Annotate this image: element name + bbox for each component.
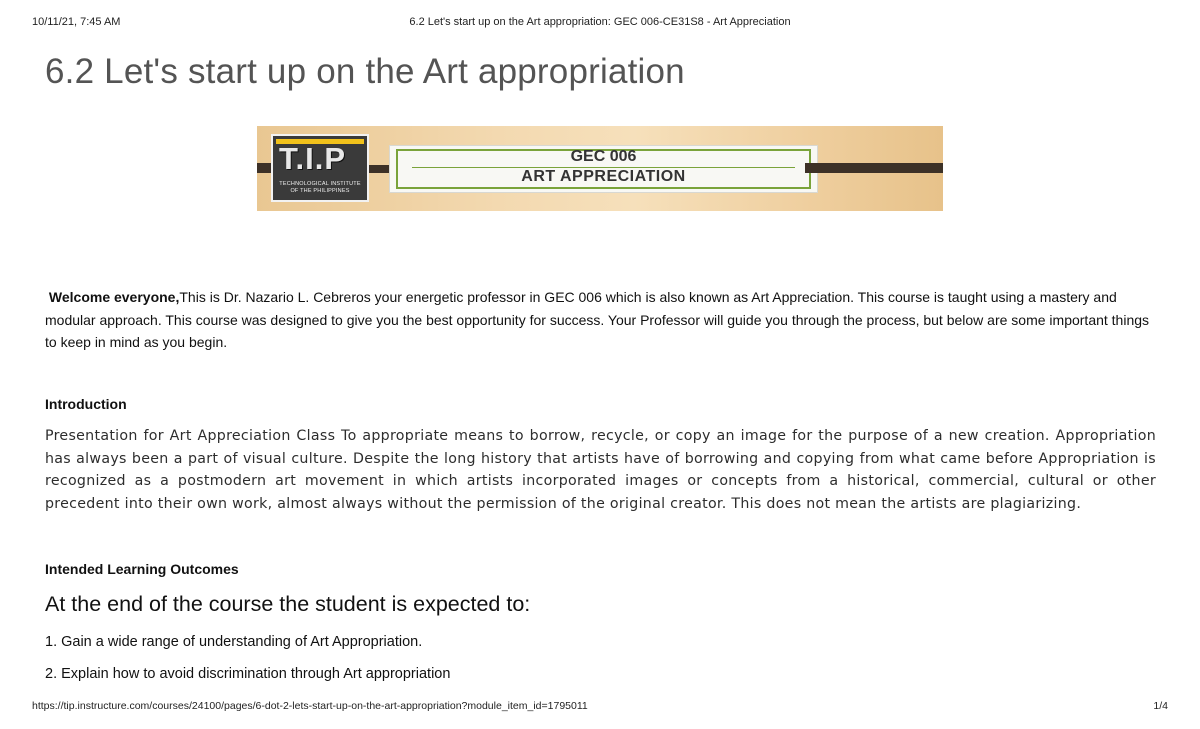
print-url: https://tip.instructure.com/courses/24100/pages/6-dot-2-lets-start-up-on-the-art-appropriation?module_item_id=1795011 (32, 700, 588, 712)
logo-letters: T.I.P (279, 141, 347, 176)
course-panel (389, 145, 818, 193)
banner-bar-right (805, 163, 943, 173)
print-footer (0, 700, 1200, 714)
outcome-item: 2. Explain how to avoid discrimination through Art appropriation (45, 666, 451, 682)
course-banner (257, 126, 943, 211)
outcomes-lead: At the end of the course the student is expected to: (45, 592, 531, 616)
print-header (0, 16, 1200, 32)
print-doc-title: 6.2 Let's start up on the Art appropriation: GEC 006-CE31S8 - Art Appreciation (409, 16, 791, 28)
banner-bar-mid (369, 165, 391, 173)
tip-logo (271, 134, 369, 202)
introduction-heading: Introduction (45, 396, 127, 412)
outcome-item: 1. Gain a wide range of understanding of Art Appropriation. (45, 634, 423, 650)
welcome-paragraph (45, 286, 1160, 354)
welcome-text: This is Dr. Nazario L. Cebreros your energetic professor in GEC 006 which is also known as Art Appreciation. This course is taught using a mastery and modular approach. This course was designed to give you the best opportunity for success. Your Professor will guide you through the process, but below are some important things to keep in mind as you begin. (45, 289, 1150, 350)
course-code: GEC 006 (570, 148, 637, 165)
print-datetime: 10/11/21, 7:45 AM (32, 16, 121, 28)
welcome-lead: Welcome everyone, (48, 289, 180, 305)
course-name: ART APPRECIATION (521, 168, 686, 185)
print-page-number: 1/4 (1153, 700, 1168, 712)
outcomes-heading: Intended Learning Outcomes (45, 561, 239, 577)
logo-institute-name: TECHNOLOGICAL INSTITUTE OF THE PHILIPPINES (279, 181, 361, 194)
page-title: 6.2 Let's start up on the Art appropriation (45, 52, 685, 91)
introduction-body: Presentation for Art Appreciation Class To appropriate means to borrow, recycle, or copy an image for the purpose of a new creation. Appropriation has always been a part of visual culture. Despite the long history that artists have of borrowing and copying from what came before Appropriation is recognized as a postmodern art movement in which artists incorporated images or concepts from a historical, commercial, cultural or other precedent into their own work, almost always without the permission of the original creator. This does not mean the artists are plagiarizing. (45, 428, 1156, 512)
